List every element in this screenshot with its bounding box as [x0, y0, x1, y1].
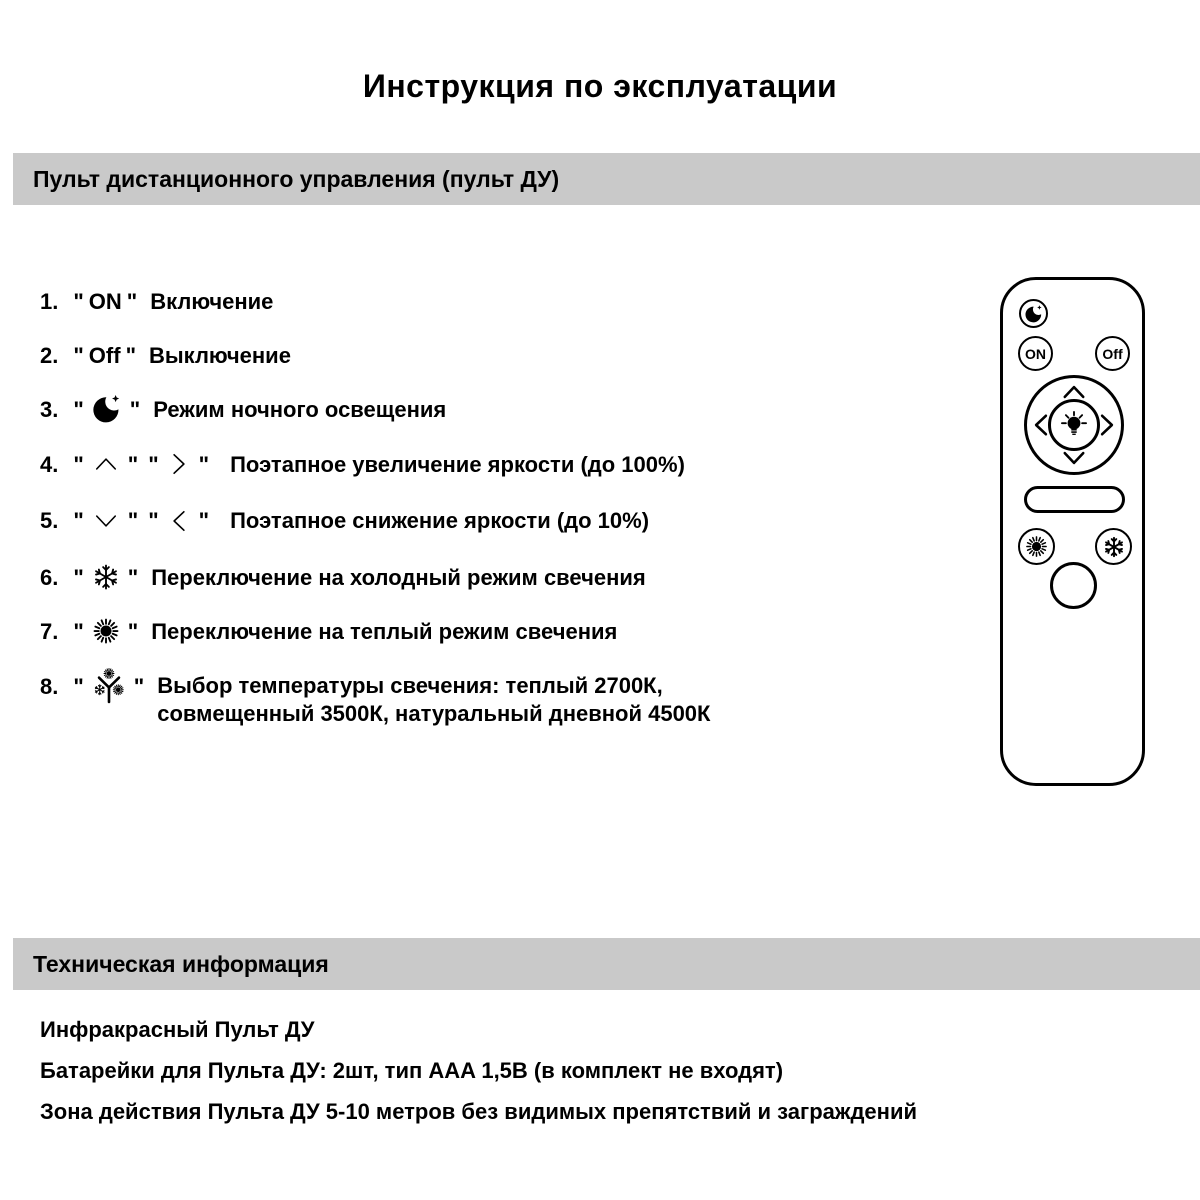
item-lead: [40, 288, 142, 316]
quote-mark: ": [73, 397, 84, 422]
section-header-tech-info: [13, 938, 1200, 990]
chevron-down-icon: [91, 508, 121, 534]
quote-mark: ": [73, 452, 84, 478]
instruction-item-temperature-select: [40, 672, 970, 728]
quote-mark: ": [73, 673, 84, 699]
quote-mark: ": [198, 452, 210, 478]
temperature-selector-icon: [91, 668, 127, 704]
item-number: 1.: [40, 289, 59, 314]
item-lead: [40, 564, 143, 592]
instruction-item-warm-mode: [40, 618, 970, 646]
quote-mark: ": [127, 508, 139, 534]
page-title: Инструкция по эксплуатации: [362, 68, 838, 104]
remote-on-label: ON: [1025, 345, 1046, 362]
item-number: 5.: [40, 508, 59, 534]
item-number: 3.: [40, 397, 59, 422]
item-description: Переключение на холодный режим свечения: [151, 564, 646, 590]
instruction-item-cold-mode: [40, 564, 970, 592]
quote-mark: ": [125, 343, 136, 368]
remote-control-diagram: [1000, 277, 1145, 786]
quote-mark: ": [127, 452, 139, 478]
remote-pill-button: [1024, 486, 1125, 513]
item-description: Переключение на теплый режим свечения: [151, 618, 618, 644]
remote-off-label: Off: [1102, 345, 1123, 362]
off-button-label: Off: [88, 343, 121, 368]
quote-mark: ": [127, 618, 139, 644]
item-number: 4.: [40, 452, 59, 478]
item-lead: [40, 342, 141, 370]
quote-mark: ": [73, 564, 84, 590]
remote-on-button: [1018, 336, 1053, 371]
tech-line-batteries: Батарейки для Пульта ДУ: 2шт, тип AAA 1,5В (в комплект не входят): [40, 1058, 784, 1083]
chevron-up-icon: [91, 451, 121, 477]
instruction-item-brightness-up: [40, 451, 970, 481]
section-header-remote-control: [13, 153, 1200, 205]
item-lead: [40, 451, 214, 481]
item-description: Режим ночного освещения: [153, 397, 447, 422]
quote-mark: ": [133, 673, 145, 699]
item-description: Включение: [150, 289, 274, 314]
chevron-right-icon: [166, 447, 192, 481]
item-description: Выключение: [149, 343, 291, 368]
item-number: 2.: [40, 343, 59, 368]
sun-icon: [91, 616, 121, 646]
instruction-item-off: [40, 342, 970, 370]
remote-night-mode-button: [1019, 299, 1048, 328]
tech-line-ir: Инфракрасный Пульт ДУ: [40, 1017, 315, 1042]
on-button-label: ON: [88, 289, 122, 314]
remote-cold-mode-button: [1095, 528, 1132, 565]
section-heading-text: Техническая информация: [33, 950, 329, 977]
tech-line-range: Зона действия Пульта ДУ 5-10 метров без видимых препятствий и заграждений: [40, 1099, 918, 1124]
instruction-item-brightness-down: [40, 507, 970, 537]
crescent-moon-icon: [1024, 304, 1044, 324]
item-description: Поэтапное снижение яркости (до 10%): [230, 508, 650, 534]
chevron-left-icon: [166, 504, 192, 538]
light-bulb-icon: [1058, 409, 1090, 441]
quote-mark: ": [129, 397, 141, 422]
quote-mark: ": [73, 618, 84, 644]
snowflake-icon: [1102, 535, 1126, 559]
sun-icon: [1024, 534, 1049, 559]
remote-off-button: [1095, 336, 1130, 371]
instruction-item-night-mode: [40, 396, 970, 425]
item-description-line1: Выбор температуры свечения: теплый 2700К,: [157, 672, 663, 698]
snowflake-icon: [91, 562, 121, 592]
quote-mark: ": [148, 508, 159, 534]
quote-mark: ": [73, 289, 84, 314]
remote-bulb-button: [1048, 399, 1100, 451]
quote-mark: ": [198, 508, 210, 534]
item-lead: [40, 618, 143, 646]
remote-round-button: [1050, 562, 1097, 609]
section-heading-text: Пульт дистанционного управления (пульт ДУ): [33, 165, 560, 192]
remote-warm-mode-button: [1018, 528, 1055, 565]
item-description-line2: совмещенный 3500К, натуральный дневной 4500К: [157, 700, 711, 726]
quote-mark: ": [148, 452, 159, 478]
item-lead: [40, 396, 145, 425]
quote-mark: ": [127, 564, 139, 590]
instruction-list: [40, 288, 970, 754]
quote-mark: ": [126, 289, 138, 314]
item-number: 6.: [40, 564, 59, 590]
quote-mark: ": [73, 343, 84, 368]
crescent-moon-icon: [91, 393, 123, 425]
item-number: 8.: [40, 673, 59, 699]
item-description: [157, 672, 710, 728]
tech-info-block: [40, 1018, 917, 1141]
quote-mark: ": [73, 508, 84, 534]
instruction-item-on: [40, 288, 970, 316]
item-number: 7.: [40, 618, 59, 644]
item-lead: [40, 507, 214, 537]
item-description: Поэтапное увеличение яркости (до 100%): [230, 452, 685, 478]
item-lead: [40, 672, 149, 704]
